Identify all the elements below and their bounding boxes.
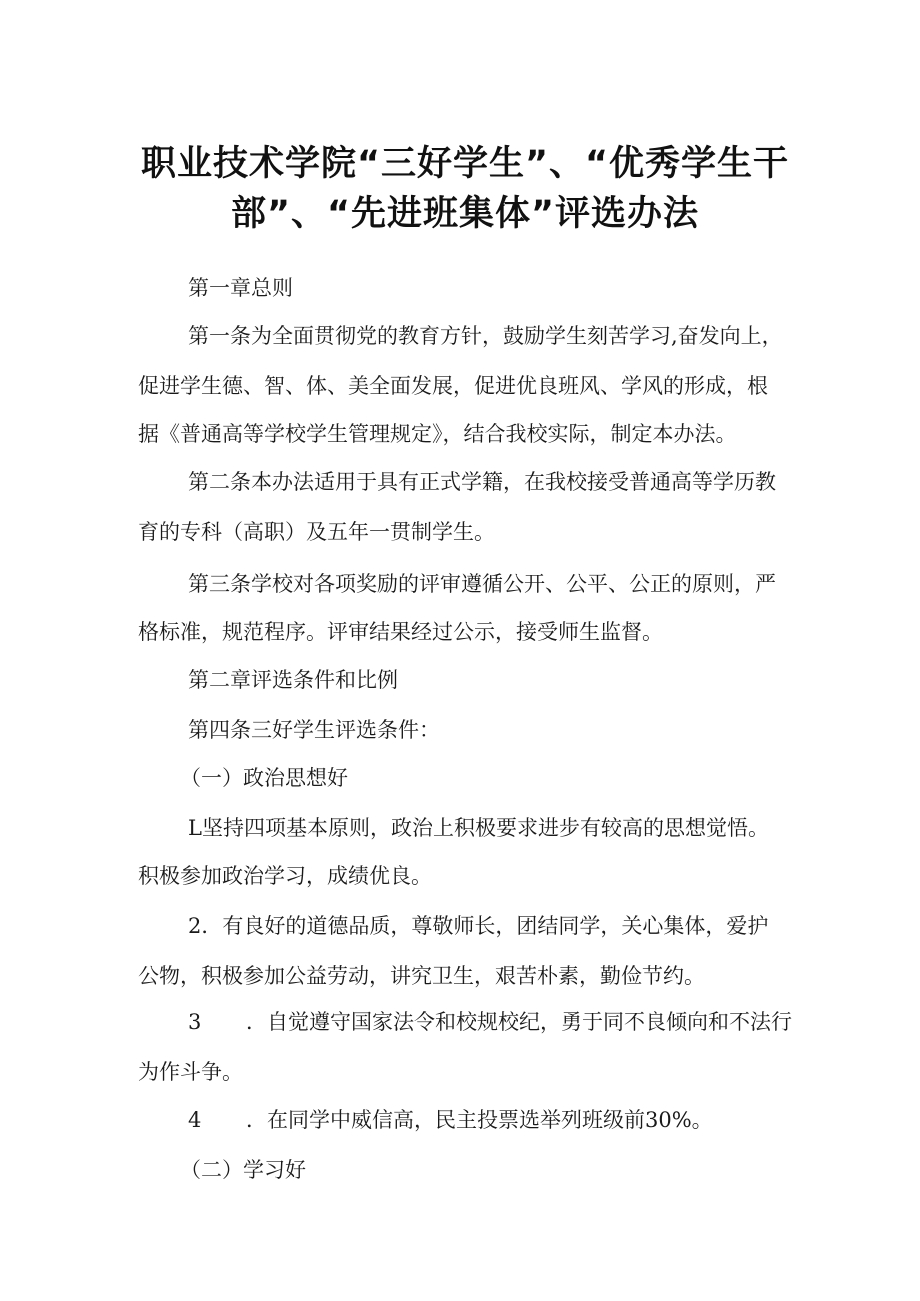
document-title-line-2: 部”、“先进班集体”评选办法 <box>230 194 699 234</box>
article-1-line-2: 促进学生德、智、体、美全面发展，促进优良班风、学风的形成，根 <box>138 374 768 398</box>
chapter-2-heading: 第二章评选条件和比例 <box>188 668 398 692</box>
item-2-line-1: 2．有良好的道德品质，尊敬师长，团结同学，关心集体，爱护 <box>188 914 769 938</box>
article-3-line-1: 第三条学校对各项奖励的评审遵循公开、公平、公正的原则，严 <box>188 572 776 596</box>
item-1-line-2: 积极参加政治学习，成绩优良。 <box>138 864 432 888</box>
item-2-line-2: 公物，积极参加公益劳动，讲究卫生，艰苦朴素，勤俭节约。 <box>138 964 705 988</box>
section-2-heading: （二）学习好 <box>180 1158 306 1182</box>
item-3-number: 3 <box>188 1010 202 1034</box>
article-3-line-2: 格标准，规范程序。评审结果经过公示，接受师生监督。 <box>138 620 663 644</box>
item-4-line-1 <box>188 1104 713 1134</box>
item-4-number: 4 <box>188 1108 202 1132</box>
article-1-line-1: 第一条为全面贯彻党的教育方针，鼓励学生刻苦学习,奋发向上， <box>188 324 783 348</box>
article-1-line-3: 据《普通高等学校学生管理规定》，结合我校实际，制定本办法。 <box>138 422 737 446</box>
article-2-line-1: 第二条本办法适用于具有正式学籍，在我校接受普通高等学历教 <box>188 470 776 494</box>
article-2-line-2: 育的专科（高职）及五年一贯制学生。 <box>138 520 495 544</box>
item-4-text: ．在同学中威信高，民主投票选举列班级前30%。 <box>246 1108 713 1132</box>
article-4-heading: 第四条三好学生评选条件： <box>188 718 440 742</box>
document-title-line-1: 职业技术学院“三好学生”、“优秀学生干 <box>140 144 789 184</box>
item-1-line-1: L坚持四项基本原则，政治上积极要求进步有较高的思想觉悟。 <box>188 816 769 840</box>
chapter-1-heading: 第一章总则 <box>188 276 293 300</box>
item-3-line-1 <box>188 1006 792 1036</box>
item-3-text: ．自觉遵守国家法令和校规校纪，勇于同不良倾向和不法行 <box>246 1010 792 1034</box>
item-3-line-2: 为作斗争。 <box>138 1060 243 1084</box>
section-1-heading: （一）政治思想好 <box>180 766 348 790</box>
